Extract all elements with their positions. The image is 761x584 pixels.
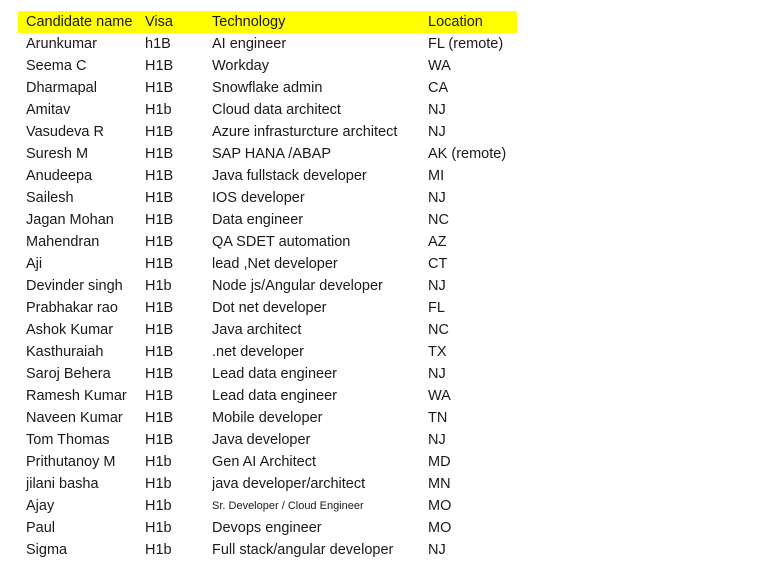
- technology-cell: lead ,Net developer: [212, 256, 338, 272]
- location-cell: NJ: [428, 102, 446, 118]
- candidate-name-cell: Devinder singh: [26, 278, 123, 294]
- candidate-name-cell: Ajay: [26, 498, 55, 514]
- candidate-name-cell: Ramesh Kumar: [26, 388, 127, 404]
- technology-cell: Data engineer: [212, 212, 304, 228]
- table-row: [18, 33, 517, 55]
- column-header-visa: Visa: [145, 11, 212, 33]
- table-row: [18, 539, 517, 561]
- technology-cell: Mobile developer: [212, 410, 323, 426]
- candidate-table: [18, 11, 517, 561]
- location-cell: MO: [428, 520, 452, 536]
- technology-cell: Node js/Angular developer: [212, 278, 383, 294]
- technology-cell: Devops engineer: [212, 520, 322, 536]
- candidate-name-cell: Sailesh: [26, 190, 74, 206]
- location-cell: FL: [428, 300, 445, 316]
- table-row: [18, 407, 517, 429]
- visa-cell: H1b: [145, 498, 172, 514]
- location-cell: NJ: [428, 366, 446, 382]
- candidate-name-cell: Prithutanoy M: [26, 454, 116, 470]
- table-row: [18, 187, 517, 209]
- table-row: [18, 341, 517, 363]
- candidate-table-body: [18, 33, 517, 561]
- location-cell: NJ: [428, 190, 446, 206]
- candidate-name-cell: Suresh M: [26, 146, 89, 162]
- technology-cell: SAP HANA /ABAP: [212, 146, 332, 162]
- technology-cell: Workday: [212, 58, 269, 74]
- column-header-candidate-name: Candidate name: [18, 11, 145, 33]
- technology-cell: Cloud data architect: [212, 102, 341, 118]
- candidate-name-cell: Arunkumar: [26, 36, 97, 52]
- location-cell: NJ: [428, 278, 446, 294]
- visa-cell: H1B: [145, 146, 174, 162]
- visa-cell: H1B: [145, 234, 174, 250]
- technology-cell: Azure infrasturcture architect: [212, 124, 398, 140]
- visa-cell: H1B: [145, 124, 174, 140]
- candidate-name-cell: Paul: [26, 520, 56, 536]
- technology-cell: Java fullstack developer: [212, 168, 367, 184]
- visa-cell: H1B: [145, 256, 174, 272]
- visa-cell: H1B: [145, 388, 174, 404]
- visa-cell: H1B: [145, 410, 174, 426]
- visa-cell: H1B: [145, 80, 174, 96]
- table-row: [18, 517, 517, 539]
- technology-cell: Full stack/angular developer: [212, 542, 394, 558]
- candidate-name-cell: Dharmapal: [26, 80, 97, 96]
- visa-cell: H1B: [145, 168, 174, 184]
- technology-cell: IOS developer: [212, 190, 305, 206]
- technology-cell: Gen AI Architect: [212, 454, 316, 470]
- technology-cell: Snowflake admin: [212, 80, 323, 96]
- table-row: [18, 99, 517, 121]
- technology-cell: Lead data engineer: [212, 366, 337, 382]
- technology-cell: .net developer: [212, 344, 304, 360]
- visa-cell: H1b: [145, 520, 172, 536]
- technology-cell: QA SDET automation: [212, 234, 351, 250]
- table-row: [18, 495, 517, 517]
- table-row: [18, 451, 517, 473]
- candidate-name-cell: Seema C: [26, 58, 87, 74]
- technology-cell: AI engineer: [212, 36, 287, 52]
- table-row: [18, 55, 517, 77]
- location-cell: CA: [428, 80, 449, 96]
- location-cell: CT: [428, 256, 448, 272]
- table-row: [18, 429, 517, 451]
- location-cell: NJ: [428, 124, 446, 140]
- candidate-table-document: [18, 11, 517, 561]
- technology-cell: Java developer: [212, 432, 311, 448]
- location-cell: NJ: [428, 432, 446, 448]
- visa-cell: H1b: [145, 542, 172, 558]
- visa-cell: H1B: [145, 344, 174, 360]
- candidate-name-cell: Anudeepa: [26, 168, 93, 184]
- candidate-name-cell: Mahendran: [26, 234, 100, 250]
- technology-cell: Dot net developer: [212, 300, 327, 316]
- table-header-row: [18, 11, 517, 33]
- location-cell: NC: [428, 212, 449, 228]
- table-row: [18, 209, 517, 231]
- table-row: [18, 473, 517, 495]
- visa-cell: H1B: [145, 300, 174, 316]
- location-cell: FL (remote): [428, 36, 504, 52]
- candidate-name-cell: Sigma: [26, 542, 68, 558]
- candidate-name-cell: Amitav: [26, 102, 71, 118]
- table-row: [18, 165, 517, 187]
- table-row: [18, 363, 517, 385]
- visa-cell: H1B: [145, 190, 174, 206]
- visa-cell: H1b: [145, 476, 172, 492]
- location-cell: MN: [428, 476, 451, 492]
- column-header-technology: Technology: [212, 11, 428, 33]
- location-cell: MO: [428, 498, 452, 514]
- table-row: [18, 231, 517, 253]
- table-row: [18, 77, 517, 99]
- visa-cell: H1b: [145, 102, 172, 118]
- location-cell: WA: [428, 58, 451, 74]
- visa-cell: H1B: [145, 432, 174, 448]
- candidate-name-cell: jilani basha: [26, 476, 99, 492]
- candidate-name-cell: Saroj Behera: [26, 366, 111, 382]
- table-row: [18, 385, 517, 407]
- table-row: [18, 297, 517, 319]
- candidate-name-cell: Jagan Mohan: [26, 212, 114, 228]
- location-cell: AK (remote): [428, 146, 507, 162]
- technology-cell: Lead data engineer: [212, 388, 337, 404]
- table-row: [18, 319, 517, 341]
- location-cell: WA: [428, 388, 451, 404]
- technology-cell: Java architect: [212, 322, 302, 338]
- visa-cell: h1B: [145, 36, 171, 52]
- candidate-name-cell: Aji: [26, 256, 43, 272]
- visa-cell: H1B: [145, 322, 174, 338]
- visa-cell: H1b: [145, 454, 172, 470]
- column-header-location: Location: [428, 11, 517, 33]
- table-row: [18, 121, 517, 143]
- table-row: [18, 143, 517, 165]
- table-row: [18, 253, 517, 275]
- candidate-name-cell: Tom Thomas: [26, 432, 110, 448]
- candidate-name-cell: Ashok Kumar: [26, 322, 114, 338]
- location-cell: TN: [428, 410, 448, 426]
- location-cell: TX: [428, 344, 447, 360]
- candidate-name-cell: Vasudeva R: [26, 124, 104, 140]
- location-cell: AZ: [428, 234, 447, 250]
- location-cell: MD: [428, 454, 451, 470]
- location-cell: MI: [428, 168, 445, 184]
- location-cell: NJ: [428, 542, 446, 558]
- location-cell: NC: [428, 322, 449, 338]
- visa-cell: H1b: [145, 278, 172, 294]
- visa-cell: H1B: [145, 58, 174, 74]
- technology-cell: java developer/architect: [212, 476, 366, 492]
- candidate-name-cell: Kasthuraiah: [26, 344, 104, 360]
- candidate-name-cell: Prabhakar rao: [26, 300, 118, 316]
- technology-cell: Sr. Developer / Cloud Engineer: [212, 500, 364, 512]
- visa-cell: H1B: [145, 366, 174, 382]
- candidate-name-cell: Naveen Kumar: [26, 410, 123, 426]
- visa-cell: H1B: [145, 212, 174, 228]
- table-row: [18, 275, 517, 297]
